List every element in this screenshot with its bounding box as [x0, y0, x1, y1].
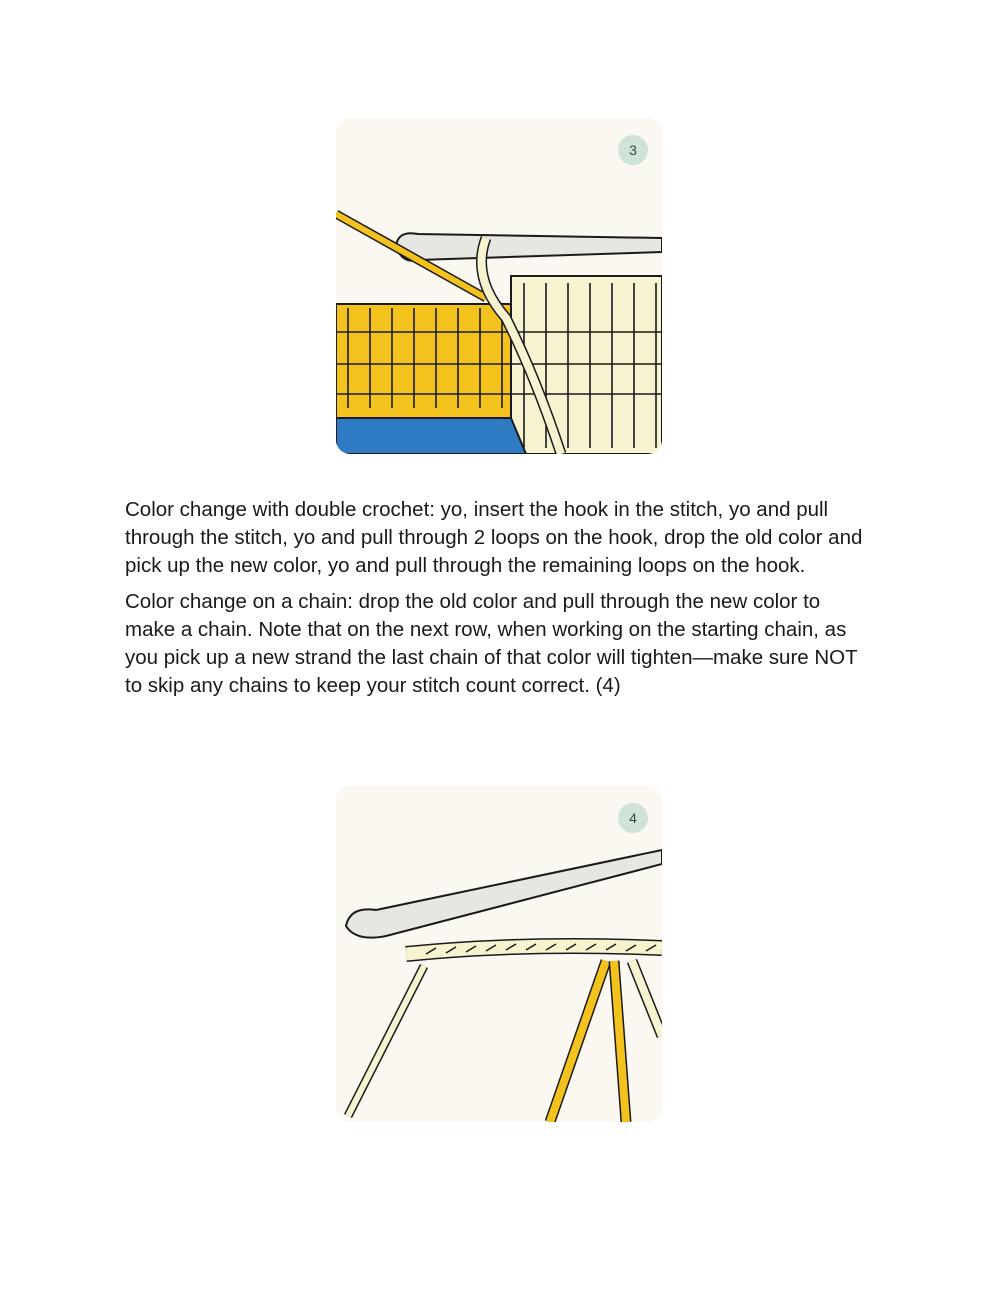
chain-color-change-drawing: [336, 786, 662, 1122]
paragraph-chain: Color change on a chain: drop the old color and pull through the new color to make a chain. Note that on the next row, when working on the starting chain, as you pick up a new strand the last chain of that color will tighten—make sure NOT to skip any chains to keep your stitch count correct. (4): [125, 589, 858, 698]
illustration-step-4: [336, 786, 662, 1122]
cream-yarn-strand: [632, 961, 662, 1036]
cream-yarn-tail: [348, 966, 424, 1116]
crochet-hook: [396, 233, 662, 261]
starting-chain: [406, 944, 662, 954]
blue-row: [336, 414, 526, 454]
yellow-yarn-strand: [550, 961, 606, 1122]
yellow-fabric: [336, 304, 511, 418]
step-badge: 4: [618, 803, 648, 833]
crochet-hook: [346, 850, 662, 938]
instructions-text: [125, 496, 875, 707]
double-crochet-color-change-drawing: [336, 118, 662, 454]
step-badge: 3: [618, 135, 648, 165]
illustration-step-3: [336, 118, 662, 454]
paragraph-double-crochet: Color change with double crochet: yo, insert the hook in the stitch, yo and pull through the stitch, yo and pull through 2 loops on the hook, drop the old color and pick up the new color, yo and pull through the remaining loops on the hook.: [125, 498, 863, 578]
